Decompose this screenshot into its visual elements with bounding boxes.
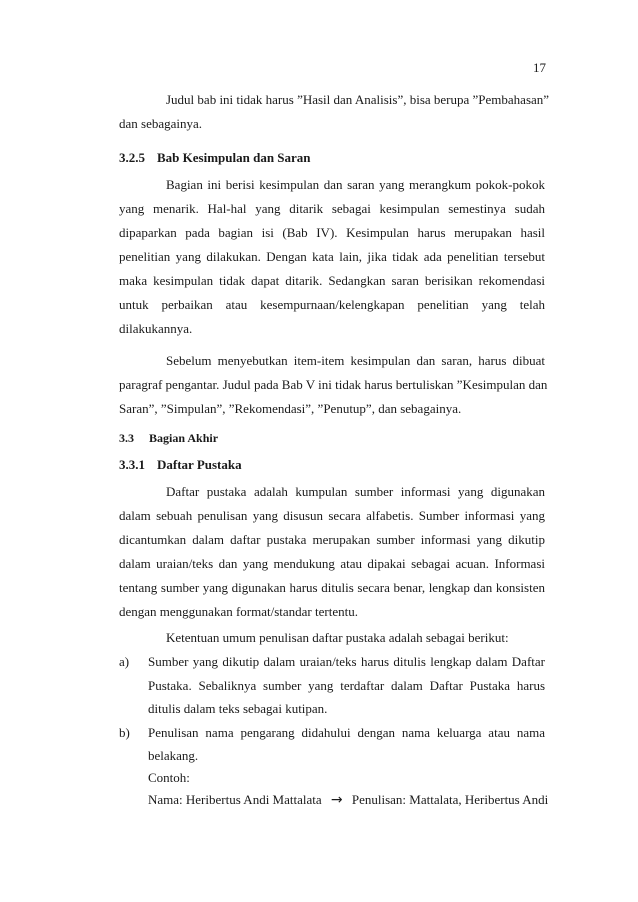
section-number: 3.2.5	[119, 150, 145, 165]
list-a-line-3: ditulis dalam teks sebagai kutipan.	[148, 701, 328, 716]
example-line	[148, 792, 548, 808]
section-heading-3-2-5	[119, 150, 311, 166]
p1-line-1: Judul bab ini tidak harus ”Hasil dan Analisis”, bisa berupa ”Pembahasan”	[166, 92, 550, 107]
p2-line-5: maka kesimpulan tidak dapat ditarik. Sedangkan saran berisikan rekomendasi	[119, 273, 545, 288]
p4-line-5: tentang sumber yang digunakan harus ditulis secara benar, lengkap dan konsisten	[119, 580, 545, 595]
p5-line-1: Ketentuan umum penulisan daftar pustaka adalah sebagai berikut:	[166, 630, 509, 645]
p3-line-3: Saran”, ”Simpulan”, ”Rekomendasi”, ”Penutup”, dan sebagainya.	[119, 401, 462, 416]
list-label-a: a)	[119, 654, 130, 669]
section-title: Bagian Akhir	[149, 431, 219, 445]
list-label-b: b)	[119, 725, 130, 740]
list-a-line-1: Sumber yang dikutip dalam uraian/teks harus ditulis lengkap dalam Daftar	[148, 654, 545, 669]
section-title: Daftar Pustaka	[157, 457, 242, 472]
example-name: Nama: Heribertus Andi Mattalata	[148, 792, 322, 807]
p4-line-4: dalam uraian/teks dan yang mendukung atau dipakai sebagai acuan. Informasi	[119, 556, 545, 571]
section-number: 3.3	[119, 431, 134, 445]
p2-line-4: penelitian yang dilakukan. Dengan kata lain, jika tidak ada penelitian tersebut	[119, 249, 545, 264]
p3-line-1: Sebelum menyebutkan item-item kesimpulan dan saran, harus dibuat	[166, 353, 545, 368]
section-title: Bab Kesimpulan dan Saran	[157, 150, 311, 165]
page-number: 17	[533, 60, 546, 75]
section-heading-3-3	[119, 431, 218, 446]
example-written: Penulisan: Mattalata, Heribertus Andi	[351, 792, 549, 807]
p4-line-2: dalam sebuah penulisan yang disusun secara alfabetis. Sumber informasi yang	[119, 508, 545, 523]
list-b-line-1: Penulisan nama pengarang didahului dengan nama keluarga atau nama	[148, 725, 545, 740]
p3-line-2: paragraf pengantar. Judul pada Bab V ini tidak harus bertuliskan ”Kesimpulan dan	[119, 377, 548, 392]
p2-line-7: dilakukannya.	[119, 321, 193, 336]
list-a-line-2: Pustaka. Sebaliknya sumber yang terdaftar dalam Daftar Pustaka harus	[148, 678, 545, 693]
p2-line-1: Bagian ini berisi kesimpulan dan saran yang merangkum pokok-pokok	[166, 177, 545, 192]
p2-line-3: dipaparkan pada bagian isi (Bab IV). Kesimpulan harus merupakan hasil	[119, 225, 545, 240]
p2-line-2: yang menarik. Hal-hal yang ditarik sebagai kesimpulan semestinya sudah	[119, 201, 545, 216]
section-heading-3-3-1	[119, 457, 242, 473]
p2-line-6: untuk perbaikan atau kesempurnaan/kelengkapan penelitian yang telah	[119, 297, 545, 312]
p4-line-6: dengan menggunakan format/standar tertentu.	[119, 604, 358, 619]
example-label: Contoh:	[148, 770, 190, 785]
right-arrow-icon: →	[330, 792, 343, 808]
section-number: 3.3.1	[119, 457, 145, 472]
list-b-line-2: belakang.	[148, 748, 199, 763]
p1-line-2: dan sebagainya.	[119, 116, 203, 131]
p4-line-3: dicantumkan dalam daftar pustaka merupakan sumber informasi yang dikutip	[119, 532, 545, 547]
p4-line-1: Daftar pustaka adalah kumpulan sumber informasi yang digunakan	[166, 484, 545, 499]
